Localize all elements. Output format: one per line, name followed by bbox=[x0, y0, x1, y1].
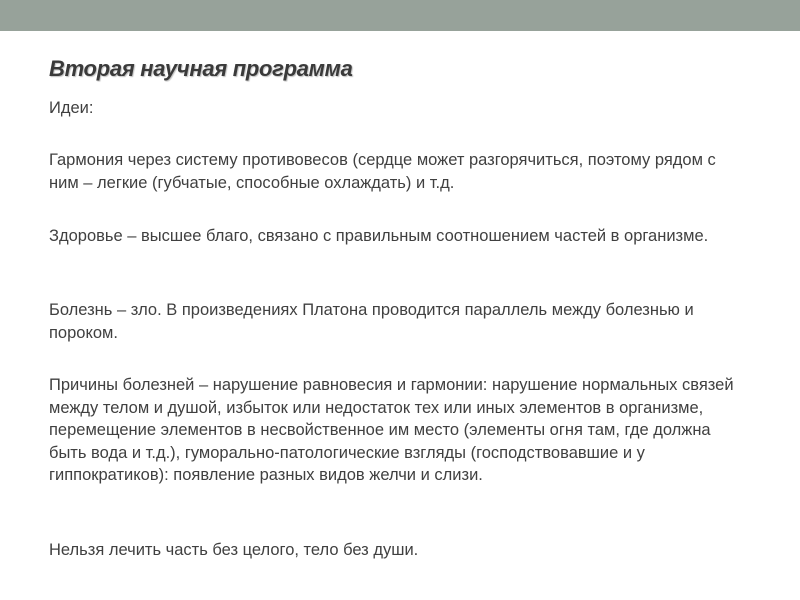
paragraph-ideas-heading: Идеи: bbox=[49, 99, 94, 117]
paragraph-disease: Болезнь – зло. В произведениях Платона проводится параллель между болезнью и пороком. bbox=[49, 301, 694, 342]
paragraph-treat-whole: Нельзя лечить часть без целого, тело без души. bbox=[49, 541, 419, 559]
slide-title: Вторая научная программа bbox=[49, 56, 353, 81]
top-decorative-bar bbox=[0, 0, 800, 31]
paragraph-health: Здоровье – высшее благо, связано с правильным соотношением частей в организме. bbox=[49, 227, 709, 245]
paragraph-disease-causes: Причины болезней – нарушение равновесия и гармонии: нарушение нормальных связей между телом и душой, избыток или недостаток тех или иных элементов в организме, перемещение элементов в несвойственное им место (элементы огня там, где должна быть вода и т.д.), гуморально-патологические взгляды (господствовавшие и у гиппократиков): появление разных видов желчи и слизи. bbox=[49, 376, 734, 484]
paragraph-harmony: Гармония через систему противовесов (сердце может разгорячиться, поэтому рядом с ним – легкие (губчатые, способные охлаждать) и т.д. bbox=[49, 151, 716, 192]
